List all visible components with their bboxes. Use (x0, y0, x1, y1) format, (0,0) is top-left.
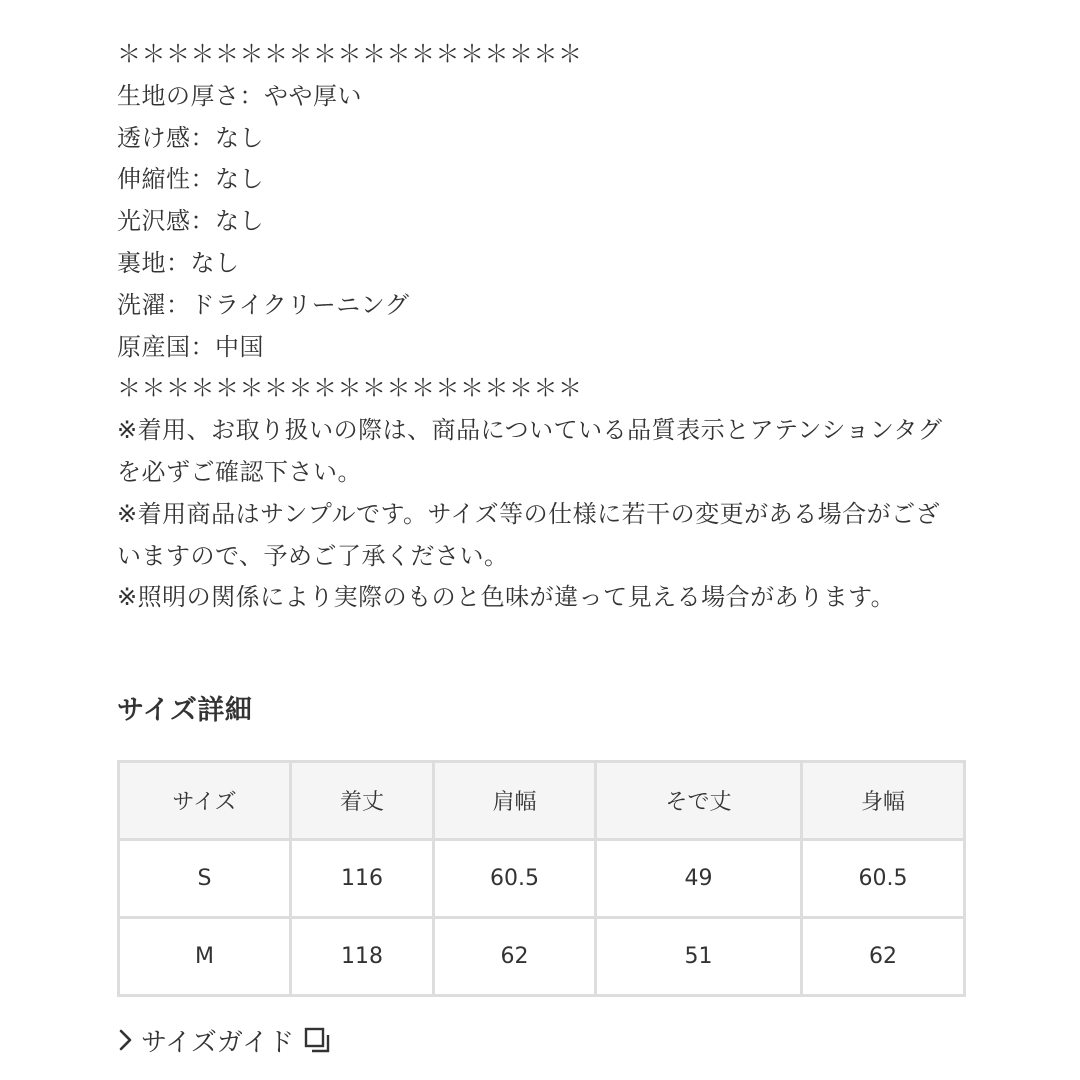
header-sleeve: そで丈 (596, 762, 802, 840)
external-window-icon (304, 1027, 330, 1053)
size-table-header-row (119, 762, 965, 840)
cell-length: 116 (291, 840, 434, 918)
table-row (119, 918, 965, 996)
chevron-right-icon (117, 1020, 137, 1060)
cell-width: 60.5 (802, 840, 965, 918)
attribute-stretch: 伸縮性：なし (117, 165, 264, 194)
header-width: 身幅 (802, 762, 965, 840)
product-description (117, 34, 963, 619)
header-length: 着丈 (291, 762, 434, 840)
attribute-lining: 裏地：なし (117, 248, 240, 277)
note-sample: ※着用商品はサンプルです。サイズ等の仕様に若干の変更がある場合がございますので、予めご了承ください。 (117, 499, 941, 570)
cell-size: S (119, 840, 291, 918)
cell-shoulder: 60.5 (434, 840, 596, 918)
table-row (119, 840, 965, 918)
cell-sleeve: 51 (596, 918, 802, 996)
note-quality-label: ※着用、お取り扱いの際は、商品についている品質表示とアテンションタグを必ずご確認下さい。 (117, 416, 943, 486)
cell-sleeve: 49 (596, 840, 802, 918)
attribute-origin: 原産国：中国 (117, 332, 264, 361)
cell-shoulder: 62 (434, 918, 596, 996)
attribute-gloss: 光沢感：なし (117, 207, 264, 236)
size-guide-link[interactable] (117, 1020, 330, 1060)
size-guide-label: サイズガイド (141, 1027, 295, 1058)
cell-size: M (119, 918, 291, 996)
size-table (117, 760, 966, 997)
attribute-washing: 洗濯：ドライクリーニング (117, 290, 410, 319)
attribute-transparency: 透け感：なし (117, 123, 264, 152)
cell-width: 62 (802, 918, 965, 996)
header-size: サイズ (119, 762, 291, 840)
attribute-thickness: 生地の厚さ：やや厚い (117, 81, 362, 110)
separator-bottom: ＊＊＊＊＊＊＊＊＊＊＊＊＊＊＊＊＊＊＊ (117, 374, 583, 403)
size-detail-title: サイズ詳細 (117, 695, 253, 726)
separator-top: ＊＊＊＊＊＊＊＊＊＊＊＊＊＊＊＊＊＊＊ (117, 40, 583, 68)
note-lighting: ※照明の関係により実際のものと色味が違って見える場合があります。 (117, 583, 896, 612)
header-shoulder: 肩幅 (434, 762, 596, 840)
cell-length: 118 (291, 918, 434, 996)
